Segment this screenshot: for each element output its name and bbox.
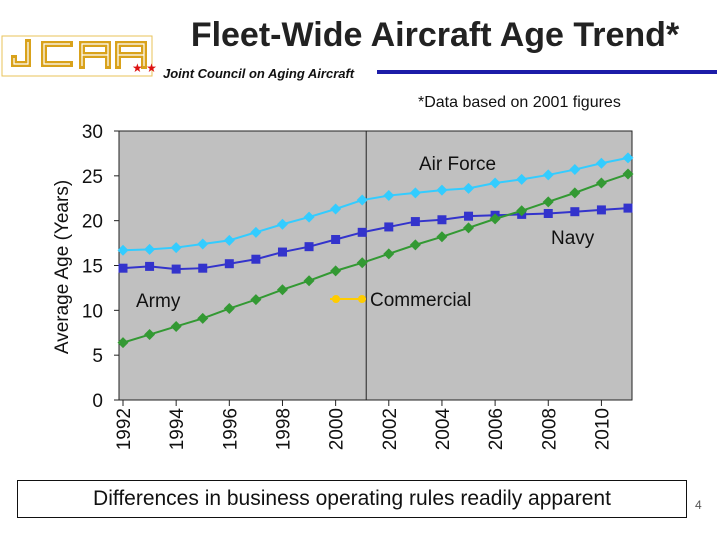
data-point-navy xyxy=(464,212,473,221)
subtitle: Joint Council on Aging Aircraft xyxy=(163,66,355,81)
x-tick-label: 2002 xyxy=(379,408,401,451)
x-tick-label: 2006 xyxy=(486,408,508,451)
data-point-navy xyxy=(411,217,420,226)
data-point-navy xyxy=(251,255,260,264)
data-point-navy xyxy=(225,259,234,268)
y-tick-label: 15 xyxy=(81,256,103,278)
jcaa-logo xyxy=(0,28,160,86)
x-tick-label: 1996 xyxy=(220,408,242,451)
star-icons: ★ ★ xyxy=(132,61,157,75)
data-point-navy xyxy=(384,222,393,231)
y-axis-ticks xyxy=(82,122,119,412)
data-note: *Data based on 2001 figures xyxy=(418,94,621,111)
data-point-navy xyxy=(278,248,287,257)
x-tick-label: 2010 xyxy=(592,408,614,451)
y-tick-label: 25 xyxy=(81,166,103,188)
plot-background xyxy=(119,131,632,400)
y-axis-label: Average Age (Years) xyxy=(52,179,73,355)
y-tick-label: 10 xyxy=(81,301,103,323)
series-label-air-force: Air Force xyxy=(419,154,497,175)
data-point-navy xyxy=(198,264,207,273)
x-tick-label: 1992 xyxy=(114,408,135,451)
data-point-navy xyxy=(597,205,606,214)
x-tick-label: 2008 xyxy=(539,408,561,451)
page-number: 4 xyxy=(695,498,702,512)
y-tick-label: 20 xyxy=(81,211,103,233)
series-label-army: Army xyxy=(136,291,181,312)
footer-statement xyxy=(17,480,687,518)
header-rule xyxy=(377,70,717,74)
y-tick-label: 5 xyxy=(92,346,103,368)
data-point-navy xyxy=(172,265,181,274)
data-point-navy xyxy=(358,228,367,237)
data-point-navy xyxy=(305,242,314,251)
data-point-navy xyxy=(544,209,553,218)
x-tick-label: 1998 xyxy=(273,408,295,451)
data-point-navy xyxy=(570,207,579,216)
series-label-navy: Navy xyxy=(551,228,595,249)
page-title: Fleet-Wide Aircraft Age Trend* xyxy=(190,16,680,54)
y-tick-label: 30 xyxy=(81,122,103,143)
x-tick-label: 2004 xyxy=(432,408,454,451)
plot-area xyxy=(119,131,632,400)
x-axis-ticks xyxy=(114,400,613,450)
series-label-commercial: Commercial xyxy=(370,290,472,311)
data-point-navy xyxy=(437,215,446,224)
footer-text: Differences in business operating rules readily apparent xyxy=(93,487,611,510)
data-point-navy xyxy=(119,264,128,273)
data-point-navy xyxy=(145,262,154,271)
data-point-navy xyxy=(331,235,340,244)
data-point-navy xyxy=(624,204,633,213)
age-trend-chart xyxy=(0,110,720,475)
x-tick-label: 2000 xyxy=(326,408,348,451)
y-tick-label: 0 xyxy=(92,391,103,412)
x-tick-label: 1994 xyxy=(167,408,189,451)
